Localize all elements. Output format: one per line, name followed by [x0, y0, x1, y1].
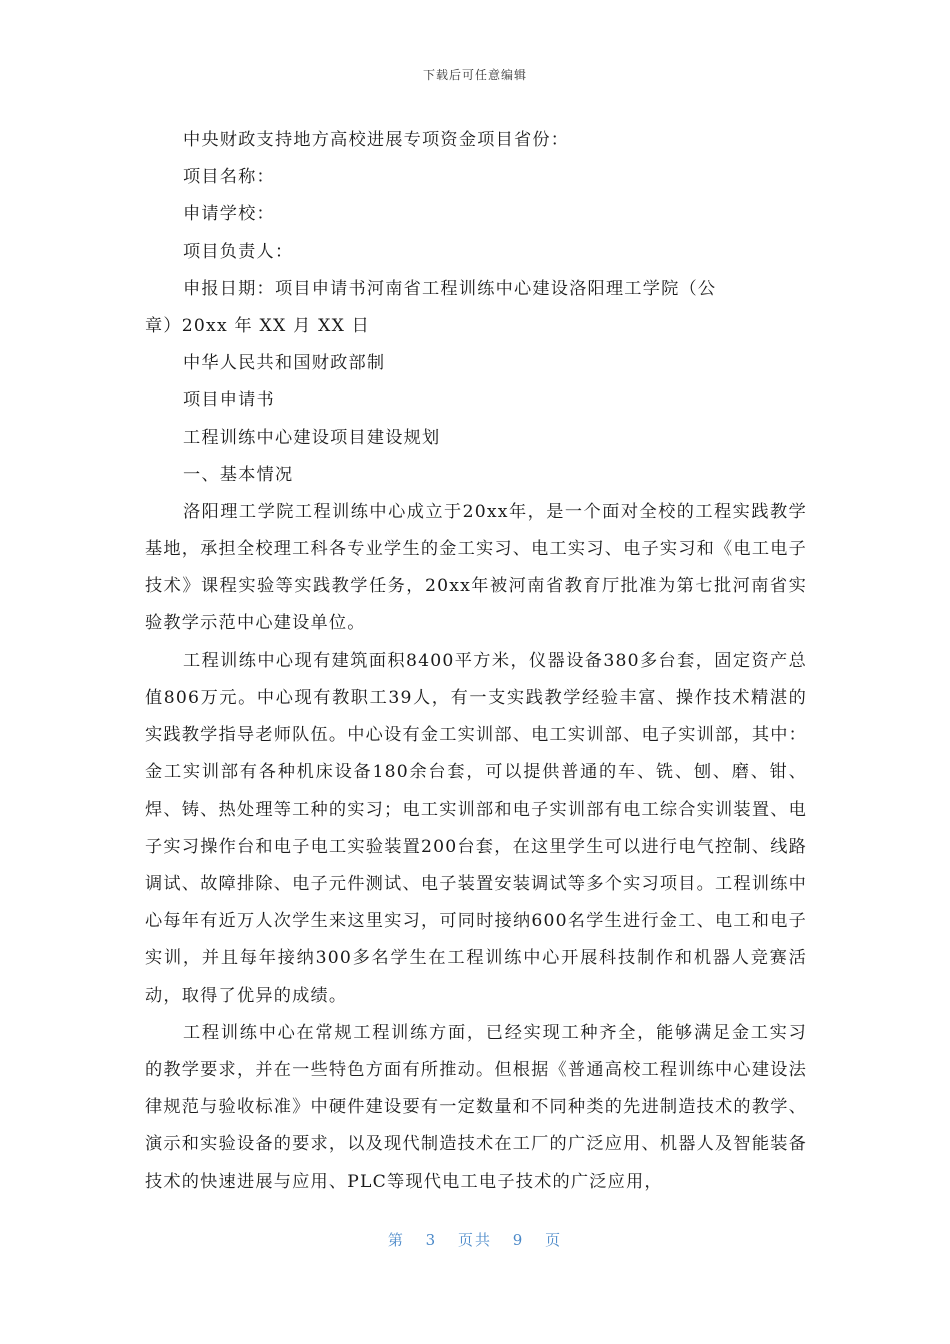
- cover-school-line: 申请学校：: [183, 204, 275, 225]
- paragraph-3: 工程训练中心在常规工程训练方面，已经实现工种齐全，能够满足金工实习的教学要求，并在一些特色方面有所推动。但根据《普通高校工程训练中心建设法律规范与验收标准》中硬件建设要有一定数量和不同种类的先进制造技术的教学、演示和实验设备的要求，以及现代制造技术在工厂的广泛应用、机器人及智能装备技术的快速进展与应用、PLC等现代电工电子技术的广泛应用，: [145, 1022, 807, 1192]
- cover-title-line: 项目申请书: [183, 390, 275, 411]
- page-footer: [0, 1229, 950, 1250]
- cover-ministry-line: 中华人民共和国财政部制: [183, 353, 386, 374]
- footer-page-number: 3: [425, 1231, 438, 1249]
- footer-total-pages: 9: [512, 1231, 525, 1249]
- footer-middle: 页共: [457, 1231, 492, 1249]
- cover-seal-date-line: 章）20xx 年 XX 月 XX 日: [145, 315, 371, 336]
- footer-suffix: 页: [545, 1231, 563, 1249]
- cover-date-line: 申报日期：项目申请书河南省工程训练中心建设洛阳理工学院（公: [183, 278, 717, 299]
- footer-prefix: 第: [387, 1231, 405, 1249]
- cover-province-line: 中央财政支持地方高校进展专项资金项目省份：: [183, 130, 570, 150]
- section-heading-basic-info: 一、基本情况: [183, 464, 294, 485]
- cover-leader-line: 项目负责人：: [183, 241, 294, 262]
- page-header-note: 下载后可任意编辑: [422, 68, 527, 82]
- paragraph-2: 工程训练中心现有建筑面积8400平方米，仪器设备380多台套，固定资产总值806万元。中心现有教职工39人，有一支实践教学经验丰富、操作技术精湛的实践教学指导老师队伍。中心设有金工实训部、电工实训部、电子实训部，其中：金工实训部有各种机床设备180余台套，可以提供普通的车、铣、刨、磨、钳、焊、铸、热处理等工种的实习；电工实训部和电子实训部有电工综合实训装置、电子实习操作台和电子电工实验装置200台套，在这里学生可以进行电气控制、线路调试、故障排除、电子元件测试、电子装置安装调试等多个实习项目。工程训练中心每年有近万人次学生来这里实习，可同时接纳600名学生进行金工、电工和电子实训，并且每年接纳300多名学生在工程训练中心开展科技制作和机器人竞赛活动，取得了优异的成绩。: [145, 650, 807, 1006]
- section-title: 工程训练中心建设项目建设规划: [183, 427, 441, 448]
- paragraph-1: 洛阳理工学院工程训练中心成立于20xx年，是一个面对全校的工程实践教学基地，承担全校理工科各专业学生的金工实习、电工实习、电子实习和《电工电子技术》课程实验等实践教学任务，20xx年被河南省教育厅批准为第七批河南省实验教学示范中心建设单位。: [145, 501, 807, 634]
- cover-project-name-line: 项目名称：: [183, 167, 275, 188]
- document-body: [145, 122, 807, 1201]
